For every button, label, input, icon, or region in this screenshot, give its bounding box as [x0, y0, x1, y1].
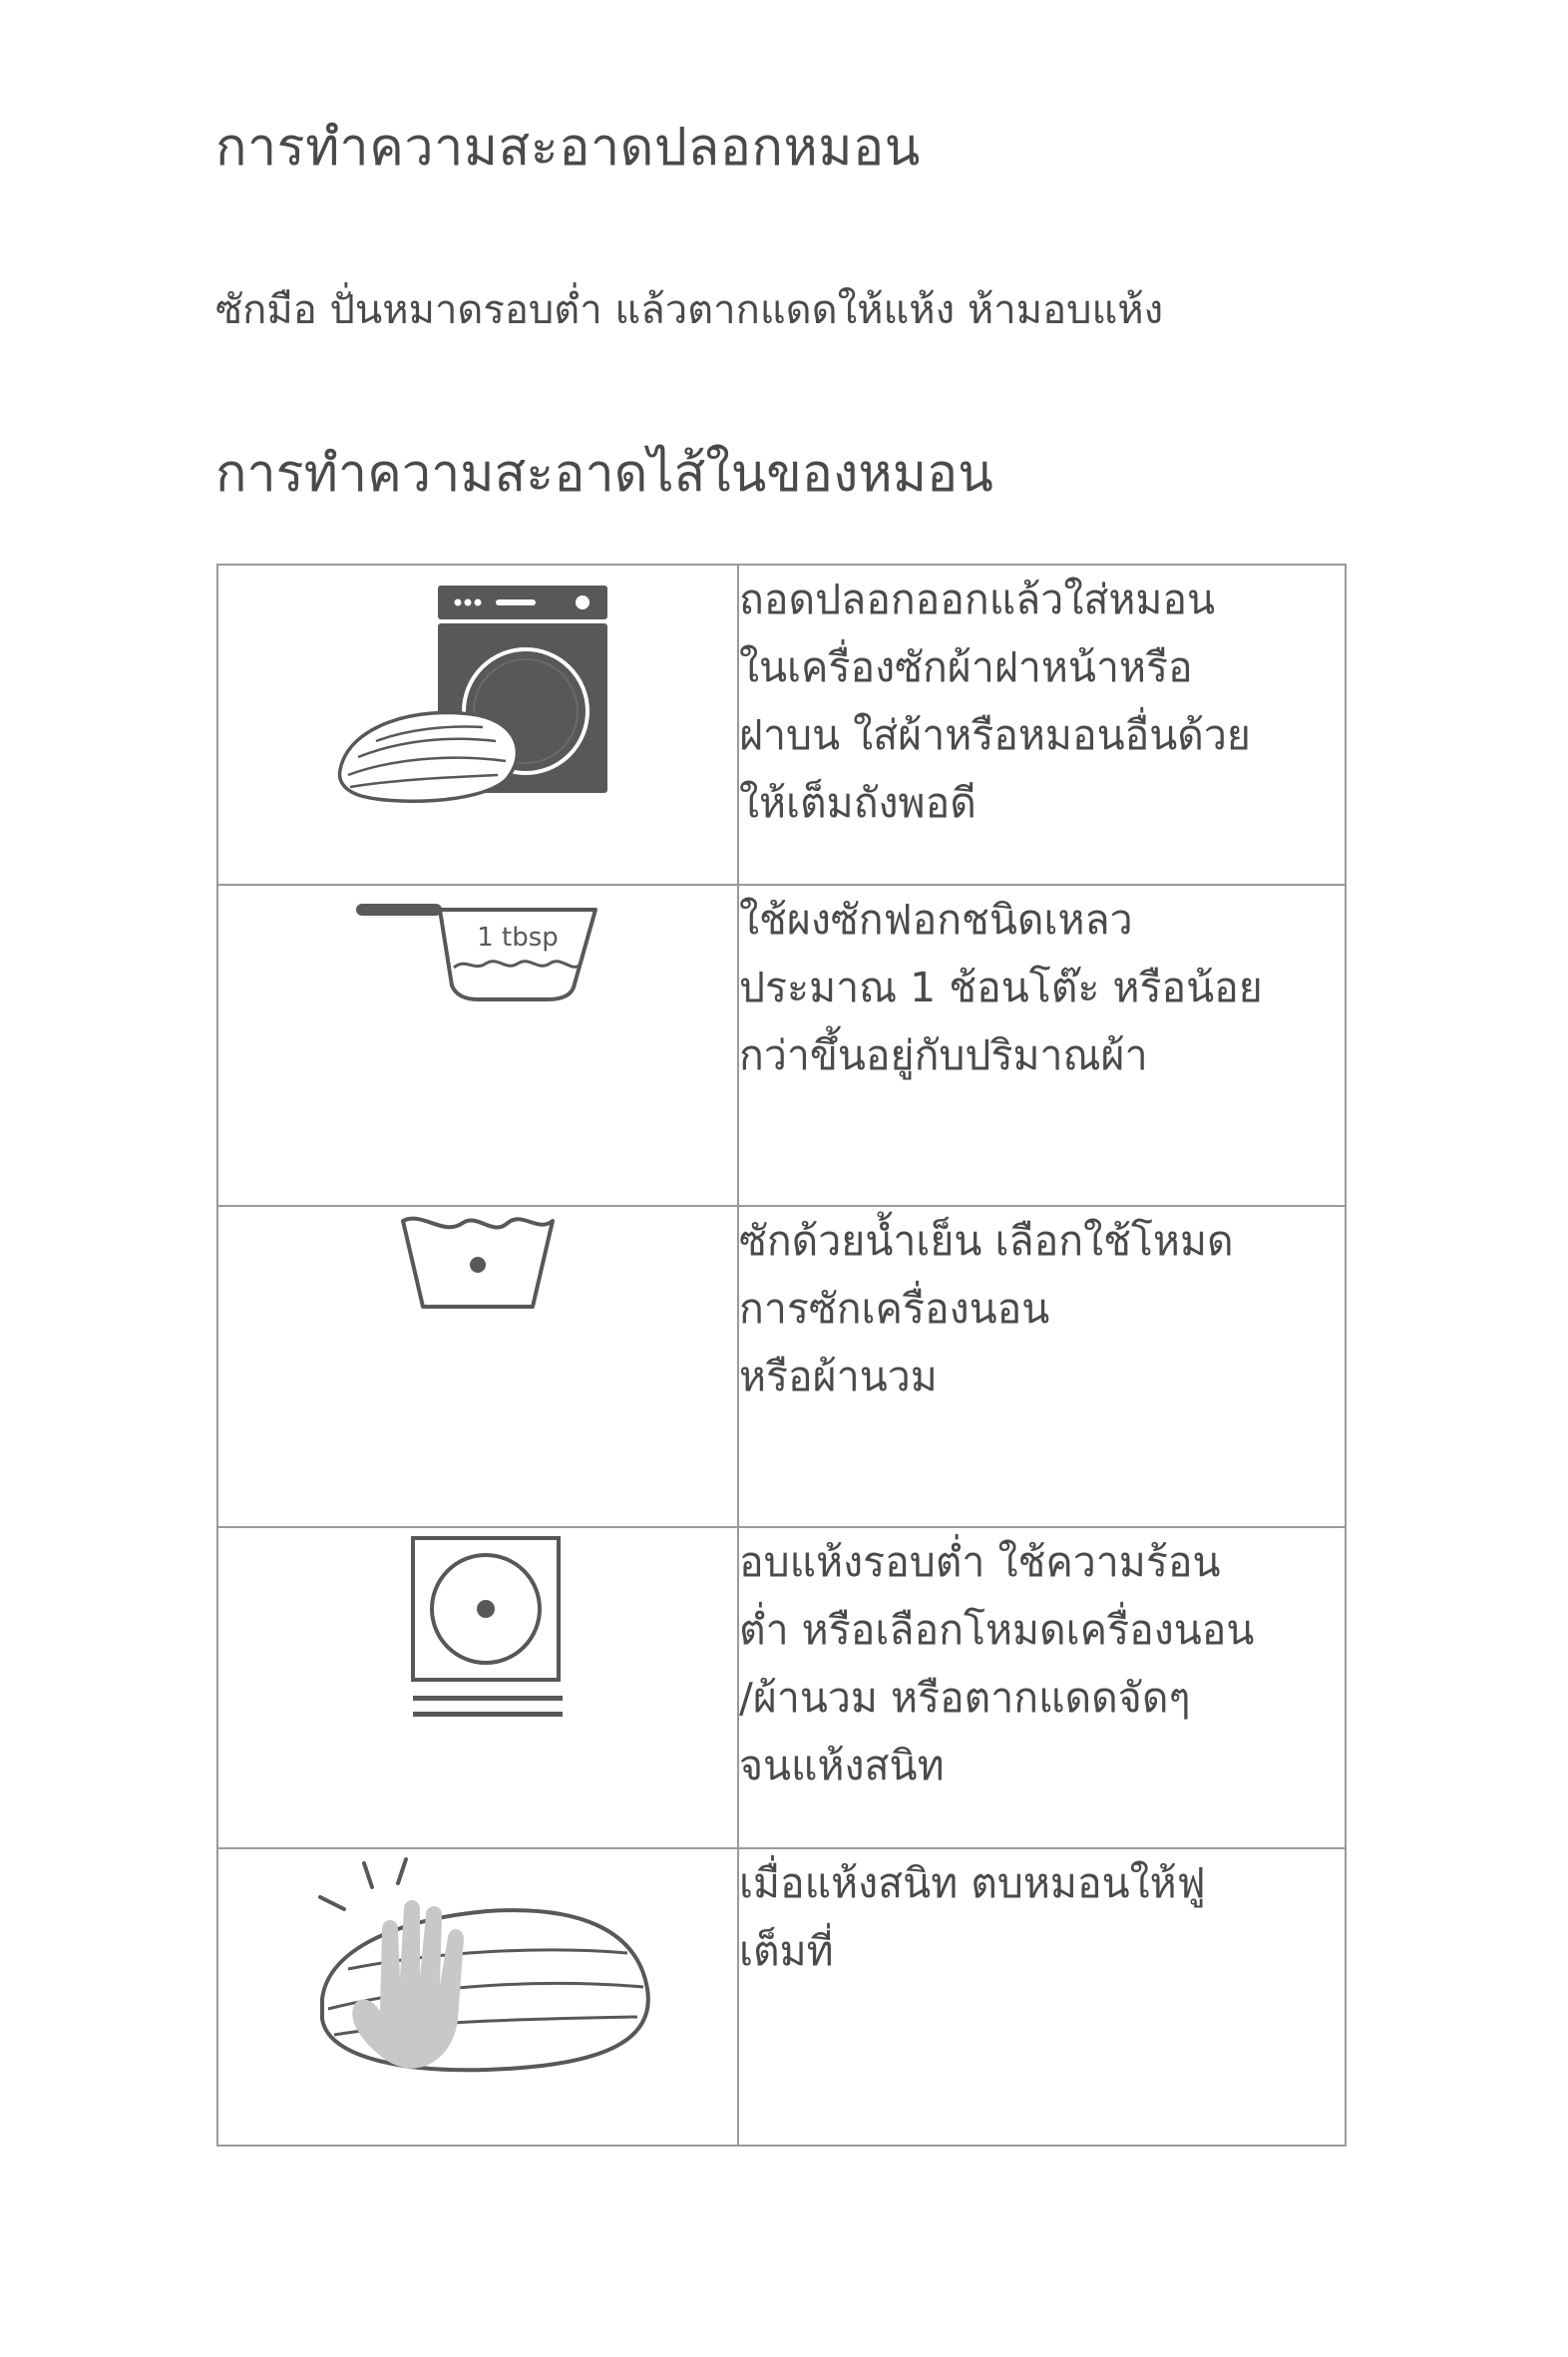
- step-text-line: เต็มที่: [739, 1927, 834, 1975]
- step-text-line: จนแห้งสนิท: [739, 1742, 945, 1789]
- step-row-1: [217, 565, 1346, 885]
- step-text-cell-1: [738, 565, 1346, 885]
- detergent-scoop-icon: [348, 886, 607, 1005]
- pillow-filling-cleaning-heading: การทำความสะอาดไส้ในของหมอน: [215, 444, 993, 504]
- step-text-line: หรือผ้านวม: [739, 1353, 938, 1400]
- step-icon-cell-1: [217, 565, 738, 885]
- step-row-5: [217, 1848, 1346, 2146]
- step-icon-cell-3: [217, 1206, 738, 1527]
- step-text-cell-3: [738, 1206, 1346, 1527]
- step-text-cell-4: [738, 1527, 1346, 1848]
- pillowcase-cleaning-heading: การทำความสะอาดปลอกหมอน: [215, 118, 921, 178]
- step-text-line: เมื่อแห้งสนิท ตบหมอนให้ฟู: [739, 1859, 1206, 1907]
- step-text-cell-2: [738, 885, 1346, 1206]
- step-text-line: ถอดปลอกออกแล้วใส่หมอน: [739, 576, 1216, 623]
- pillowcase-cleaning-text: ซักมือ ปั่นหมาดรอบต่ำ แล้วตากแดดให้แห้ง ห้ามอบแห้ง: [215, 287, 1164, 333]
- step-icon-cell-4: [217, 1527, 738, 1848]
- step-text-line: ประมาณ 1 ช้อนโต๊ะ หรือน้อย: [739, 964, 1263, 1011]
- step-text-line: ให้เต็มถังพอดี: [739, 779, 977, 827]
- step-text-line: อบแห้งรอบต่ำ ใช้ความร้อน: [739, 1538, 1221, 1586]
- step-text-line: ต่ำ หรือเลือกโหมดเครื่องนอน: [739, 1606, 1255, 1654]
- step-text-line: การซักเครื่องนอน: [739, 1285, 1050, 1333]
- step-text-line: ฝาบน ใส่ผ้าหรือหมอนอื่นด้วย: [739, 711, 1251, 759]
- step-row-3: [217, 1206, 1346, 1527]
- step-row-4: [217, 1527, 1346, 1848]
- cleaning-steps-table: [216, 564, 1347, 2147]
- step-icon-cell-5: [217, 1848, 738, 2146]
- scoop-label: 1 tbsp: [477, 923, 559, 953]
- step-text-line: /ผ้านวม หรือตากแดดจัดๆ: [739, 1674, 1191, 1722]
- washing-machine-pillow-icon: [328, 566, 627, 815]
- step-text-line: ในเครื่องซักผ้าฝาหน้าหรือ: [739, 643, 1193, 691]
- step-icon-cell-2: [217, 885, 738, 1206]
- step-text-line: กว่าขึ้นอยู่กับปริมาณผ้า: [739, 1031, 1148, 1079]
- cold-wash-icon: [393, 1207, 563, 1317]
- step-row-2: [217, 885, 1346, 1206]
- step-text-line: ใช้ผงซักฟอกชนิดเหลว: [739, 896, 1133, 944]
- step-text-line: ซักด้วยน้ำเย็น เลือกใช้โหมด: [739, 1217, 1234, 1265]
- step-text-cell-5: [738, 1848, 1346, 2146]
- hand-fluff-pillow-icon: [288, 1849, 667, 2089]
- tumble-dry-low-icon: [393, 1528, 563, 1728]
